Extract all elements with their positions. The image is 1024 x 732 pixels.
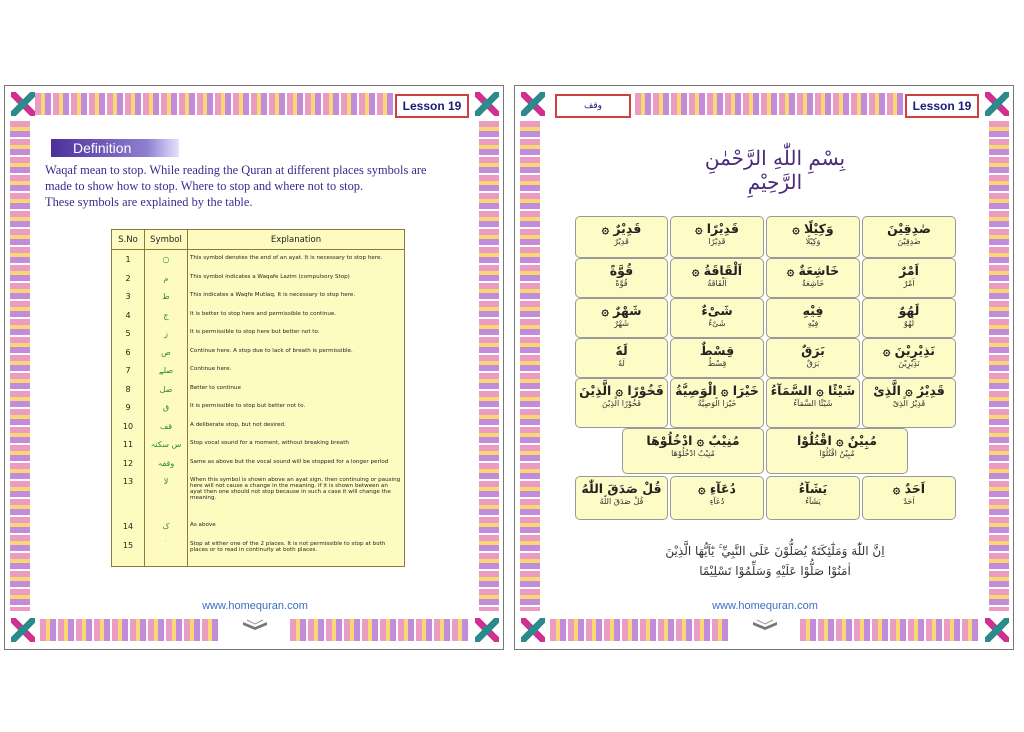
table-row [112,398,405,417]
table-row [112,380,405,399]
row-sno: 1 [112,250,145,269]
word-card [622,428,764,474]
left-border-ornament [10,121,30,611]
row-sno: 15 [112,536,145,567]
corner-ornament-icon [985,618,1009,642]
row-sno: 8 [112,380,145,399]
website-link[interactable]: www.homequran.com [712,600,818,612]
row-explanation: This symbol indicates a Waqafe Lazim (compulsory Stop) [188,269,405,288]
intro-line: These symbols are explained by the table. [45,195,253,209]
word-big: اَمْرٌ [899,263,919,278]
bottom-border-ornament [40,619,220,641]
row-symbol: صل [145,380,188,399]
word-small: شَیْءٌ [708,319,726,328]
row-sno: 2 [112,269,145,288]
corner-ornament-icon [11,92,35,116]
word-small: فَخُوْرًا الَّذِيْنَ [602,399,641,408]
word-small: يَشَآءُ [805,497,821,506]
row-sno: 11 [112,435,145,454]
corner-ornament-icon [11,618,35,642]
row-explanation: Same as above but the vocal sound will be stopped for a longer period [188,454,405,473]
intro-text [45,162,475,210]
word-small: قَدِيْرًا [708,237,726,246]
row-symbol: ط [145,287,188,306]
row-sno: 3 [112,287,145,306]
word-big: مُبِيْنٌ ۞ اقْتُلُوْا [796,433,878,448]
row-explanation: When this symbol is shown above an ayat sign, then continuing or pausing here will not cause a change in the meaning. If it is shown between an ayat then one should not stop because in such a case it will change the meaning. [188,472,405,517]
word-small: بَرَقٌ [806,359,820,368]
row-explanation: Continue here. [188,361,405,380]
row-explanation: It is permissible to stop here but better not to. [188,324,405,343]
word-small: مُبِيْنٌ اقْتُلُوْا [819,449,855,458]
bottom-border-ornament [800,619,980,641]
word-big: اَحَدٌ ۞ [892,481,926,496]
lesson-badge: Lesson 19 [905,94,979,118]
word-small: اَحَدٌ [903,497,915,506]
verse-line: اٰمَنُوْا صَلُّوْا عَلَيْهِ وَسَلِّمُوْا تَسْلِيْمًا [699,564,851,578]
word-small: نَذِيْرِيْنَ [898,359,920,368]
word-small: قَدِيْرُ الَّذِیْ [892,399,926,408]
word-small: شَهْرٌ [614,319,629,328]
table-row [112,269,405,288]
table-row [112,435,405,454]
word-card [766,298,860,338]
word-small: صٰدِقِيْنَ [897,237,921,246]
word-big: وَكِيْلًا ۞ [792,221,834,236]
table-row [112,343,405,362]
word-small: شَيْئًا السَّمَآءُ [793,399,833,408]
word-big: يَشَآءُ [798,481,828,496]
word-small: لَهُوٌ [903,319,915,328]
word-big: بَرَقٌ [801,343,825,358]
row-sno: 5 [112,324,145,343]
symbols-table [111,229,405,567]
verse-line: اِنَّ اللّٰهَ وَمَلٰٓئِكَتَهٗ يُصَلُّوْنَ عَلَى النَّبِيِّ ۚ يٰٓاَيُّهَا الَّذِيْنَ [665,544,885,558]
word-card [862,216,956,258]
word-small: مُنِيْبٌ ادْخُلُوْهَا [671,449,715,458]
table-row [112,517,405,536]
word-card [670,258,764,298]
word-card [670,338,764,378]
word-big: اَلْقَاقَةُ ۞ [691,263,743,278]
row-symbol: ک [145,517,188,536]
word-card [862,258,956,298]
definition-heading: Definition [51,139,179,157]
row-sno: 7 [112,361,145,380]
right-border-ornament [479,121,499,611]
row-sno: 4 [112,306,145,325]
corner-ornament-icon [521,92,545,116]
verse-block [595,541,955,581]
row-explanation: This indicates a Waqfe Mutlaq. It is necessary to stop here. [188,287,405,306]
word-small: اَمْرٌ [903,279,915,288]
row-symbol: قف [145,417,188,436]
lesson-badge: Lesson 19 [395,94,469,118]
word-small: قَدِيْرٌ [614,237,629,246]
word-card [575,378,668,428]
word-card [575,258,668,298]
corner-ornament-icon [475,618,499,642]
row-symbol: صلے [145,361,188,380]
word-big: صٰدِقِيْنَ [887,221,931,236]
website-link[interactable]: www.homequran.com [202,600,308,612]
word-big: لَهٗ [615,343,628,358]
word-big: فِيْهِ [802,303,824,318]
intro-line: made to show how to stop. Where to stop and where not to stop. [45,179,364,193]
word-card [766,476,860,520]
word-card [862,338,956,378]
row-symbol: ز [145,324,188,343]
word-big: دُعَآءِ ۞ [698,481,736,496]
table-row [112,454,405,473]
word-card [862,298,956,338]
quran-stand-icon [241,618,269,632]
table-header-explanation: Explanation [188,230,405,250]
word-big: شَهْرٌ ۞ [601,303,642,318]
row-symbol: وقفہ [145,454,188,473]
corner-ornament-icon [475,92,499,116]
word-big: قَدِيْرٌ ۞ [601,221,642,236]
word-small: قِسْطٌ [707,359,727,368]
table-header-sno: S.No [112,230,145,250]
row-symbol: ج [145,306,188,325]
word-card [575,216,668,258]
row-sno: 14 [112,517,145,536]
word-big: قِسْطٌ [699,343,735,358]
word-small: قُلْ صَدَقَ اللّٰهُ [599,497,644,506]
row-explanation: As above [188,517,405,536]
word-card [575,476,668,520]
bottom-border-ornament [550,619,730,641]
row-symbol: ○ [145,250,188,269]
row-symbol: ۛ ۛ [145,536,188,567]
table-row [112,472,405,517]
word-big: شَیْءٌ [701,303,733,318]
row-explanation: Stop at either one of the 2 places. It is not permissible to stop at both places or to read in continuity at both places. [188,536,405,567]
word-big: خَيْرَا ۞ الْوَصِيَّةُ [675,383,759,398]
row-explanation: Stop vocal sound for a moment, without breaking breath [188,435,405,454]
row-sno: 6 [112,343,145,362]
table-row [112,287,405,306]
table-row [112,536,405,567]
row-symbol: ص [145,343,188,362]
right-border-ornament [989,121,1009,611]
word-big: قُوَّةً [609,263,634,278]
table-header-symbol: Symbol [145,230,188,250]
left-page [4,85,504,650]
word-card [670,476,764,520]
corner-ornament-icon [985,92,1009,116]
word-card [766,338,860,378]
row-symbol: ق [145,398,188,417]
row-symbol: م [145,269,188,288]
bottom-border-ornament [290,619,470,641]
word-small: لَهٗ [618,359,625,368]
row-symbol: س سکتہ [145,435,188,454]
word-big: قَدِيْرُ ۞ الَّذِیْ [873,383,945,398]
row-sno: 13 [112,472,145,517]
table-row [112,250,405,269]
word-card [575,298,668,338]
table-row [112,324,405,343]
word-small: خَاشِعَةٌ [801,279,825,288]
word-small: وَكِيْلًا [805,237,821,246]
table-row [112,361,405,380]
word-card [766,428,908,474]
word-big: لَهُوٌ [898,303,920,318]
word-small: فِيْهِ [807,319,819,328]
row-sno: 10 [112,417,145,436]
word-big: شَيْئًا ۞ السَّمَآءُ [770,383,856,398]
word-card [575,338,668,378]
word-small: خَيْرَا الْوَصِيَّةُ [697,399,737,408]
topic-tag: وقف [555,94,631,118]
row-explanation: It is better to stop here and permissible to continue. [188,306,405,325]
word-small: قُوَّةً [615,279,628,288]
word-card [670,216,764,258]
word-big: قَدِيْرًا ۞ [695,221,739,236]
left-border-ornament [520,121,540,611]
right-page [514,85,1014,650]
word-big: قُلْ صَدَقَ اللّٰهُ [581,481,662,496]
word-card [766,216,860,258]
word-card [670,298,764,338]
word-big: فَخُوْرًا ۞ الَّذِيْنَ [579,383,664,398]
word-big: خَاشِعَةٌ ۞ [786,263,840,278]
word-card [862,378,956,428]
row-explanation: Better to continue [188,380,405,399]
word-big: نَذِيْرِيْنَ ۞ [882,343,935,358]
word-small: اَلْقَاقَةُ [707,279,727,288]
word-small: دُعَآءِ [709,497,725,506]
row-explanation: Continue here. A stop due to lack of breath is permissible. [188,343,405,362]
corner-ornament-icon [521,618,545,642]
table-row [112,417,405,436]
top-border-ornament [635,93,905,115]
bismillah-heading: بِسْمِ اللّٰهِ الرَّحْمٰنِ الرَّحِيْمِ [704,146,846,194]
table-row [112,306,405,325]
word-card [766,378,860,428]
word-card [670,378,764,428]
row-explanation: This symbol denotes the end of an ayat. It is necessary to stop here. [188,250,405,269]
quran-stand-icon [751,618,779,632]
intro-line: Waqaf mean to stop. While reading the Quran at different places symbols are [45,163,427,177]
word-card [766,258,860,298]
word-card [862,476,956,520]
row-explanation: A deliberate stop, but not desired. [188,417,405,436]
row-sno: 12 [112,454,145,473]
word-big: مُنِيْبٌ ۞ ادْخُلُوْهَا [646,433,740,448]
row-sno: 9 [112,398,145,417]
row-symbol: لا [145,472,188,517]
top-border-ornament [35,93,395,115]
row-explanation: It is permissible to stop but better not to. [188,398,405,417]
